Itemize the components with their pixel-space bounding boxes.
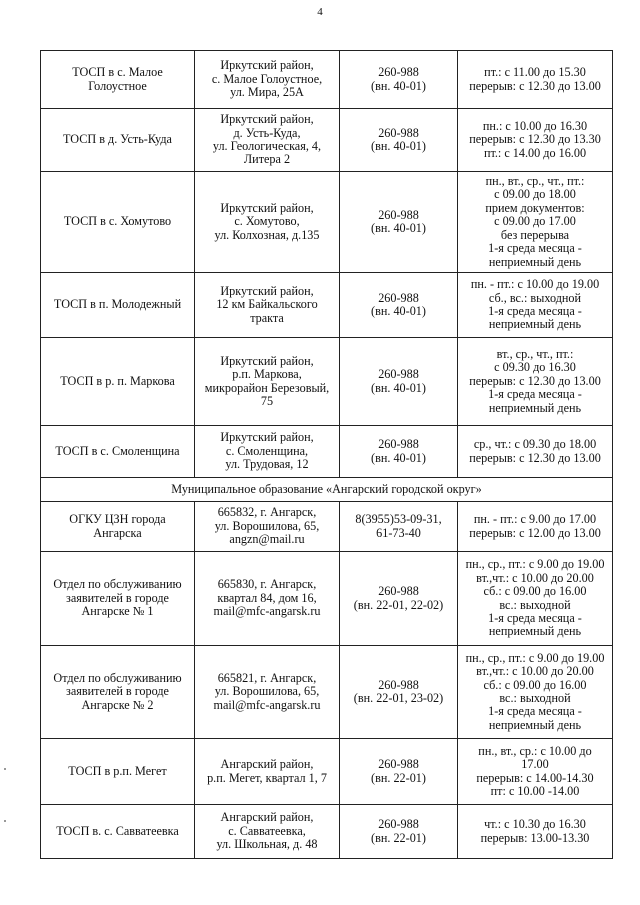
section-header: Муниципальное образование «Ангарский городской округ»: [41, 478, 613, 502]
phone-cell: 8(3955)53-09-31, 61-73-40: [340, 502, 458, 552]
phone-cell: 260-988 (вн. 22-01, 22-02): [340, 552, 458, 646]
table-row: [41, 51, 613, 109]
table-row: [41, 338, 613, 426]
hours-cell: пн. - пт.: с 10.00 до 19.00 сб., вс.: выходной 1-я среда месяца - неприемный день: [458, 273, 613, 338]
margin-mark: [4, 820, 6, 822]
table-row: [41, 273, 613, 338]
table-row: [41, 109, 613, 172]
address-cell: Ангарский район, р.п. Мегет, квартал 1, 7: [195, 739, 340, 805]
office-name-cell: ТОСП в. с. Савватеевка: [41, 805, 195, 859]
table-row: [41, 646, 613, 739]
address-cell: Иркутский район, 12 км Байкальского тракта: [195, 273, 340, 338]
hours-cell: пн., ср., пт.: с 9.00 до 19.00 вт.,чт.: с 10.00 до 20.00 сб.: с 09.00 до 16.00 вс.: выходной 1-я среда месяца - неприемный день: [458, 552, 613, 646]
phone-cell: 260-988 (вн. 40-01): [340, 426, 458, 478]
hours-cell: пн., вт., ср.: с 10.00 до 17.00 перерыв: с 14.00-14.30 пт: с 10.00 -14.00: [458, 739, 613, 805]
table-row: [41, 805, 613, 859]
office-name-cell: ТОСП в р.п. Мегет: [41, 739, 195, 805]
table-row: [41, 739, 613, 805]
office-name-cell: ТОСП в п. Молодежный: [41, 273, 195, 338]
address-cell: 665830, г. Ангарск, квартал 84, дом 16, mail@mfc-angarsk.ru: [195, 552, 340, 646]
hours-cell: вт., ср., чт., пт.: с 09.30 до 16.30 перерыв: с 12.30 до 13.00 1-я среда месяца - неприемный день: [458, 338, 613, 426]
phone-cell: 260-988 (вн. 22-01): [340, 739, 458, 805]
address-cell: Иркутский район, с. Хомутово, ул. Колхозная, д.135: [195, 172, 340, 273]
hours-cell: пн. - пт.: с 9.00 до 17.00 перерыв: с 12.00 до 13.00: [458, 502, 613, 552]
hours-cell: пн., вт., ср., чт., пт.: с 09.00 до 18.00 прием документов: с 09.00 до 17.00 без перерыва 1-я среда месяца - неприемный день: [458, 172, 613, 273]
phone-cell: 260-988 (вн. 40-01): [340, 172, 458, 273]
table-row: [41, 552, 613, 646]
hours-cell: чт.: с 10.30 до 16.30 перерыв: 13.00-13.30: [458, 805, 613, 859]
office-name-cell: ТОСП в р. п. Маркова: [41, 338, 195, 426]
address-cell: Ангарский район, с. Савватеевка, ул. Школьная, д. 48: [195, 805, 340, 859]
hours-cell: пт.: с 11.00 до 15.30 перерыв: с 12.30 до 13.00: [458, 51, 613, 109]
address-cell: Иркутский район, с. Смоленщина, ул. Трудовая, 12: [195, 426, 340, 478]
office-name-cell: ОГКУ ЦЗН города Ангарска: [41, 502, 195, 552]
address-cell: 665821, г. Ангарск, ул. Ворошилова, 65, mail@mfc-angarsk.ru: [195, 646, 340, 739]
office-name-cell: Отдел по обслуживанию заявителей в городе Ангарске № 1: [41, 552, 195, 646]
hours-cell: ср., чт.: с 09.30 до 18.00 перерыв: с 12.30 до 13.00: [458, 426, 613, 478]
hours-cell: пн., ср., пт.: с 9.00 до 19.00 вт.,чт.: с 10.00 до 20.00 сб.: с 09.00 до 16.00 вс.: выходной 1-я среда месяца - неприемный день: [458, 646, 613, 739]
offices-table-body: [41, 51, 613, 859]
table-row: [41, 172, 613, 273]
office-name-cell: ТОСП в д. Усть-Куда: [41, 109, 195, 172]
office-name-cell: ТОСП в с. Хомутово: [41, 172, 195, 273]
office-name-cell: Отдел по обслуживанию заявителей в городе Ангарске № 2: [41, 646, 195, 739]
page-number: 4: [317, 6, 323, 18]
office-name-cell: ТОСП в с. Смоленщина: [41, 426, 195, 478]
phone-cell: 260-988 (вн. 40-01): [340, 273, 458, 338]
address-cell: Иркутский район, р.п. Маркова, микрорайон Березовый, 75: [195, 338, 340, 426]
phone-cell: 260-988 (вн. 22-01, 23-02): [340, 646, 458, 739]
offices-table: [40, 50, 613, 859]
address-cell: Иркутский район, с. Малое Голоустное, ул. Мира, 25А: [195, 51, 340, 109]
table-row: [41, 502, 613, 552]
address-cell: Иркутский район, д. Усть-Куда, ул. Геологическая, 4, Литера 2: [195, 109, 340, 172]
phone-cell: 260-988 (вн. 40-01): [340, 109, 458, 172]
office-name-cell: ТОСП в с. Малое Голоустное: [41, 51, 195, 109]
phone-cell: 260-988 (вн. 22-01): [340, 805, 458, 859]
phone-cell: 260-988 (вн. 40-01): [340, 338, 458, 426]
table-row: [41, 426, 613, 478]
section-header-row: [41, 478, 613, 502]
hours-cell: пн.: с 10.00 до 16.30 перерыв: с 12.30 до 13.30 пт.: с 14.00 до 16.00: [458, 109, 613, 172]
phone-cell: 260-988 (вн. 40-01): [340, 51, 458, 109]
address-cell: 665832, г. Ангарск, ул. Ворошилова, 65, angzn@mail.ru: [195, 502, 340, 552]
margin-mark: [4, 768, 6, 770]
